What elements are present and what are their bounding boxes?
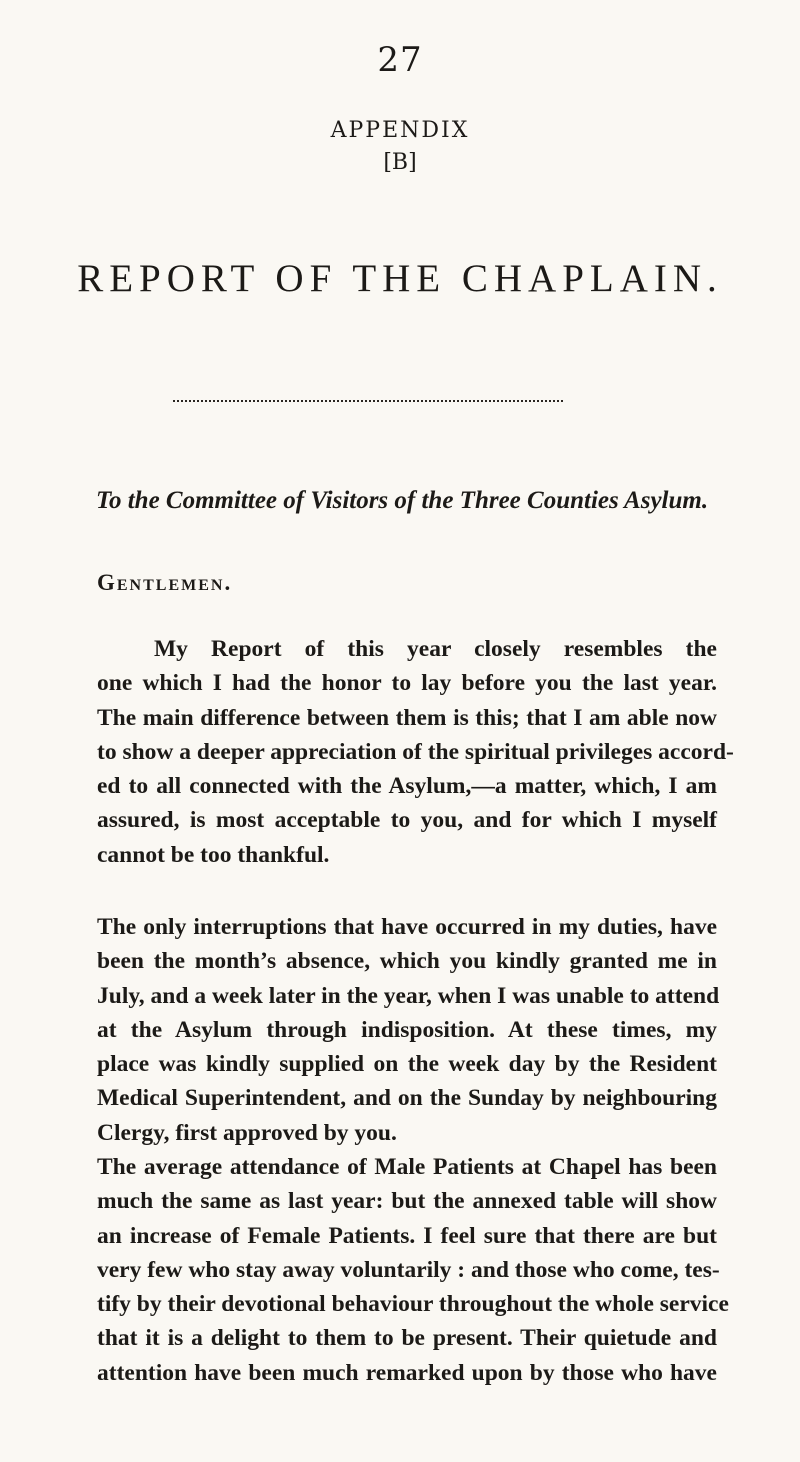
paragraph-line: assured, is most acceptable to you, and for which I myself bbox=[97, 807, 717, 834]
appendix-letter: [B] bbox=[383, 150, 417, 175]
paragraph-line: The only interruptions that have occurred in my duties, have bbox=[97, 914, 717, 940]
report-title: REPORT OF THE CHAPLAIN. bbox=[77, 257, 723, 300]
paragraph-line: place was kindly supplied on the week day by the Resident bbox=[97, 1051, 717, 1078]
paragraph-line: Medical Superintendent, and on the Sunday by neighbouring bbox=[97, 1085, 717, 1112]
paragraph-line: cannot be too thankful. bbox=[97, 841, 330, 868]
appendix-title: APPENDIX bbox=[330, 118, 470, 143]
paragraph-line: July, and a week later in the year, when I was unable to attend bbox=[97, 982, 720, 1009]
paragraph-line: very few who stay away voluntarily : and those who come, tes- bbox=[97, 1256, 720, 1283]
paragraph-line: The average attendance of Male Patients at Chapel has been bbox=[97, 1154, 717, 1180]
paragraph-line: Clergy, first approved by you. bbox=[97, 1119, 397, 1146]
paragraph-line: that it is a delight to them to be present. Their quietude and bbox=[97, 1325, 717, 1352]
paragraph-line: much the same as last year: but the annexed table will show bbox=[97, 1188, 717, 1215]
paragraph-line: been the month’s absence, which you kindly granted me in bbox=[97, 948, 717, 975]
paragraph-line: The main difference between them is this; that I am able now bbox=[97, 704, 717, 731]
salutation: Gentlemen. bbox=[97, 570, 233, 595]
paragraph-line: My Report of this year closely resembles the bbox=[154, 636, 717, 662]
paragraph-2 bbox=[97, 910, 720, 1150]
paragraph-line: to show a deeper appreciation of the spiritual privileges accord- bbox=[97, 738, 734, 765]
paragraph-3 bbox=[97, 1150, 729, 1390]
paragraph-line: ed to all connected with the Asylum,—a matter, which, I am bbox=[97, 773, 717, 800]
paragraph-1 bbox=[97, 632, 734, 872]
paragraph-line: attention have been much remarked upon by those who have bbox=[97, 1359, 717, 1386]
page-number: 27 bbox=[377, 40, 423, 80]
paragraph-line: an increase of Female Patients. I feel sure that there are but bbox=[97, 1222, 717, 1249]
paragraph-line: at the Asylum through indisposition. At these times, my bbox=[97, 1016, 717, 1043]
addressee-line: To the Committee of Visitors of the Three Counties Asylum. bbox=[96, 487, 709, 514]
dotted-divider bbox=[173, 400, 563, 402]
paragraph-line: tify by their devotional behaviour throughout the whole service bbox=[97, 1291, 729, 1318]
paragraph-line: one which I had the honor to lay before you the last year. bbox=[97, 670, 717, 697]
